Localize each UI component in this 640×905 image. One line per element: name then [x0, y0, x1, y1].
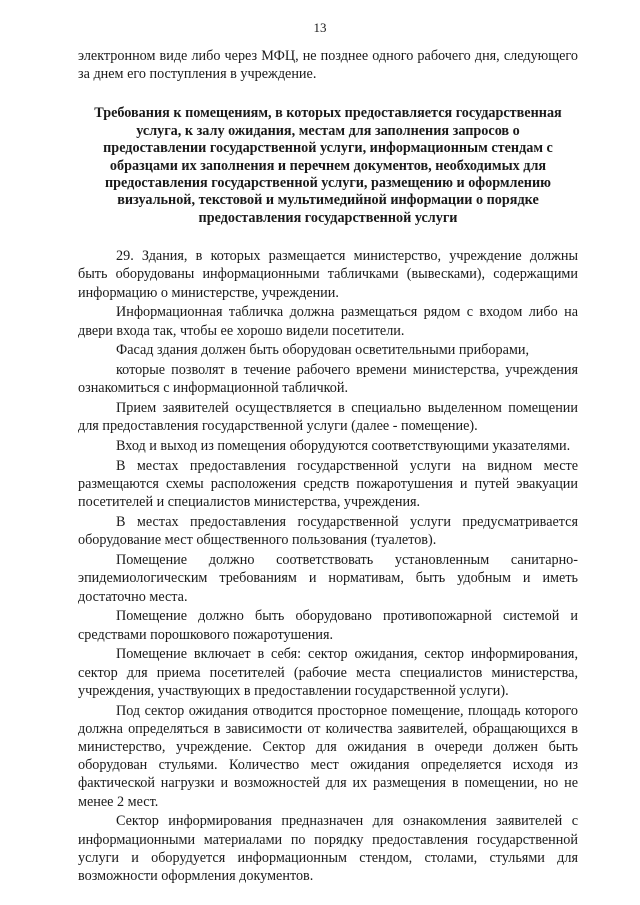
section-heading: Требования к помещениям, в которых предоставляется государственная услуга, к залу ожидания, местам для заполнения запросов о предоставлении государственной услуги, информационным стендам с образцами их заполнения и перечнем документов, необходимых для предоставления государственной услуги, размещению и оформлению визуальной, текстовой и мультимедийной информации о порядке предоставления государственной услуги — [94, 105, 562, 226]
paragraph: которые позволят в течение рабочего времени министерства, учреждения ознакомиться с информационной табличкой. — [78, 362, 578, 397]
paragraph: Помещение включает в себя: сектор ожидания, сектор информирования, сектор для приема посетителей (рабочие места специалистов министерства, учреждения, участвующих в предоставлении государственной услуги). — [78, 646, 578, 699]
paragraph: Помещение должно быть оборудовано противопожарной системой и средствами порошкового пожаротушения. — [78, 608, 578, 643]
paragraph: Помещение должно соответствовать установленным санитарно-эпидемиологическим требованиям и нормативам, быть удобным и иметь достаточно места. — [78, 552, 578, 605]
paragraph: Прием заявителей осуществляется в специально выделенном помещении для предоставления государственной услуги (далее - помещение). — [78, 400, 578, 435]
document-body — [78, 47, 578, 885]
paragraph: Сектор информирования предназначен для ознакомления заявителей с информационными материалами по порядку предоставления государственной услуги и оборудуется информационным стендом, столами, стульями для возможности оформления документов. — [78, 813, 578, 885]
paragraph-29: 29. Здания, в которых размещается министерство, учреждение должны быть оборудованы информационными табличками (вывесками), содержащими информацию о министерстве, учреждении. — [78, 248, 578, 301]
paragraph: Под сектор ожидания отводится просторное помещение, площадь которого должна определяться в зависимости от количества заявителей, обращающихся в министерство, учреждение. Сектор для ожидания в очереди должен быть оборудован стульями. Количество мест ожидания определяется исходя из фактической нагрузки и возможностей для их размещения в помещении, но не менее 2 мест. — [78, 702, 578, 810]
paragraph: Фасад здания должен быть оборудован осветительными приборами, — [116, 342, 529, 359]
paragraph: Вход и выход из помещения оборудуются соответствующими указателями. — [116, 438, 571, 455]
page-number: 13 — [313, 20, 327, 35]
continuation-paragraph: электронном виде либо через МФЦ, не позднее одного рабочего дня, следующего за днем его поступления в учреждение. — [78, 48, 578, 83]
paragraph: В местах предоставления государственной услуги на видном месте размещаются схемы расположения средств пожаротушения и путей эвакуации посетителей и специалистов министерства, учреждения. — [78, 458, 578, 511]
paragraph: В местах предоставления государственной услуги предусматривается оборудование мест общественного пользования (туалетов). — [78, 514, 578, 549]
paragraph: Информационная табличка должна размещаться рядом с входом либо на двери входа так, чтобы ее хорошо видели посетители. — [78, 304, 578, 339]
